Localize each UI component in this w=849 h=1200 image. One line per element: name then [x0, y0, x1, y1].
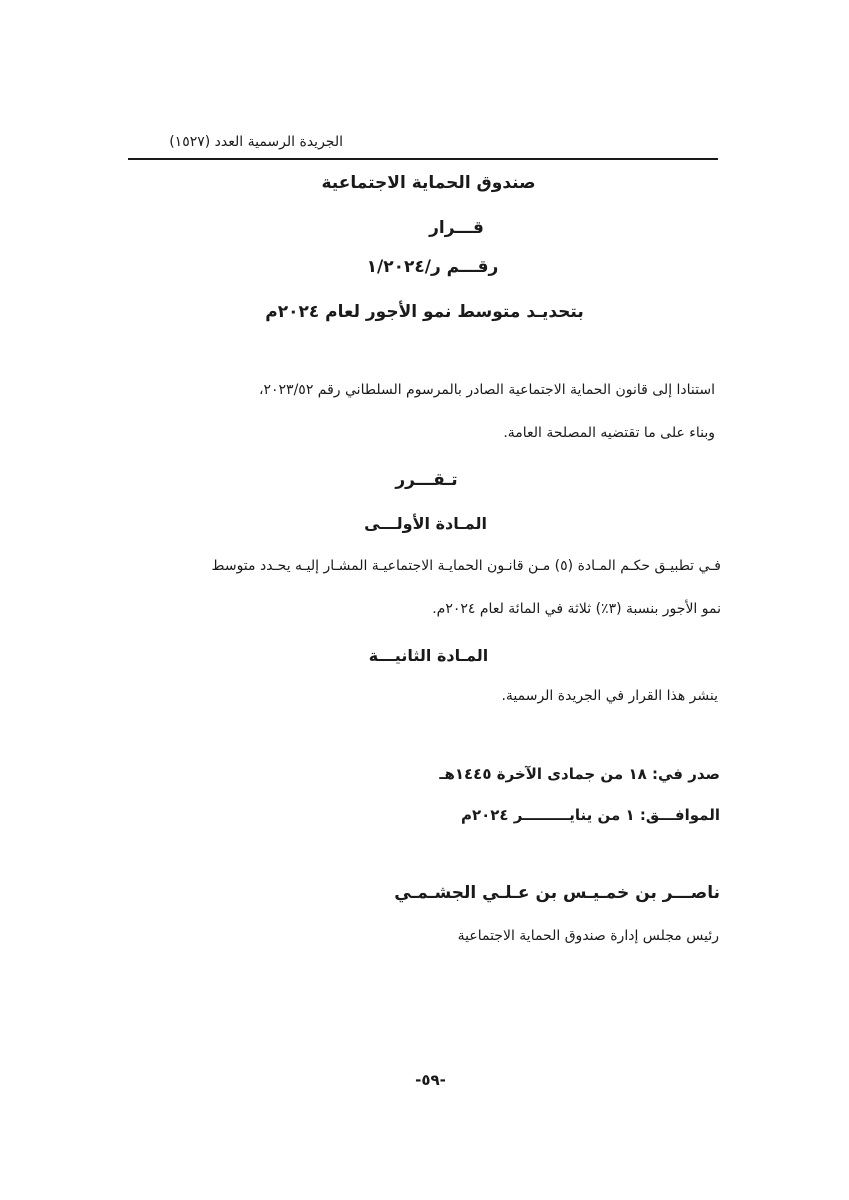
signatory-name: ناصـــر بن خمـيـس بن عـلـي الجشـمـي	[394, 883, 720, 903]
header-divider	[128, 158, 718, 160]
gazette-header: الجريدة الرسمية العدد (١٥٢٧)	[169, 134, 343, 150]
article-1-line-2: نمو الأجور بنسبة (٣٪) ثلاثة في المائة لعام ٢٠٢٤م.	[432, 601, 721, 617]
issuing-entity: صندوق الحماية الاجتماعية	[321, 173, 536, 193]
preamble-line-1: استنادا إلى قانون الحماية الاجتماعية الصادر بالمرسوم السلطاني رقم ٢٠٢٣/٥٢،	[258, 382, 715, 398]
decision-subject: بتحديـد متوسط نمو الأجور لعام ٢٠٢٤م	[265, 302, 584, 322]
corresponding-date: الموافـــق: ١ من ينايـــــــــر ٢٠٢٤م	[460, 806, 720, 824]
decision-number: رقـــم ر/١/٢٠٢٤	[366, 257, 499, 277]
decision-heading: قـــرار	[429, 218, 484, 238]
issued-date: صدر في: ١٨ من جمادى الآخرة ١٤٤٥هـ	[439, 765, 720, 783]
article-1-line-1: فـي تطبيـق حكـم المـادة (٥) مـن قانـون الحمايـة الاجتماعيـة المشـار إليـه يحـدد متوسط	[211, 558, 721, 574]
decides-heading: تـقـــرر	[395, 470, 458, 490]
article-1-heading: المـادة الأولـــى	[364, 514, 487, 533]
article-2-heading: المـادة الثانيـــة	[368, 646, 489, 665]
article-2-text: ينشر هذا القرار في الجريدة الرسمية.	[501, 688, 718, 704]
preamble-line-2: وبناء على ما تقتضيه المصلحة العامة.	[503, 425, 715, 441]
signatory-title: رئيس مجلس إدارة صندوق الحماية الاجتماعية	[457, 928, 719, 944]
page-number: -٥٩-	[415, 1071, 446, 1089]
